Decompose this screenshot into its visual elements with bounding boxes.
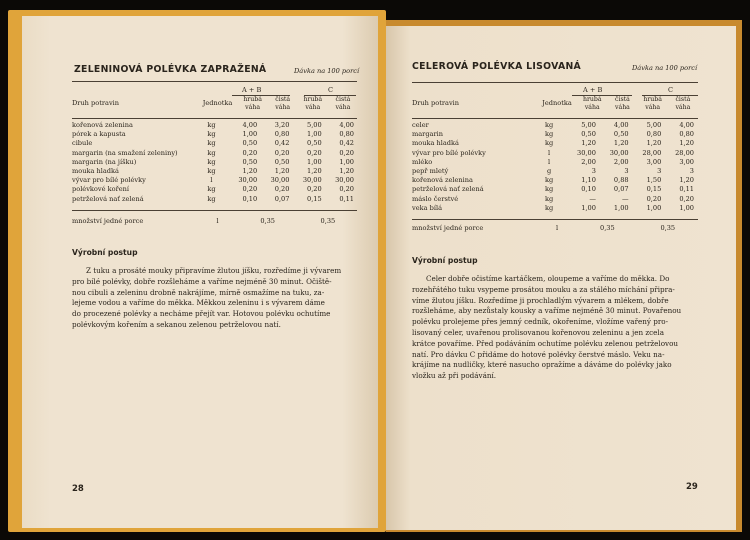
ingredient-name: margarin <box>412 130 443 139</box>
ab-net-weight: 0,07 <box>274 194 290 203</box>
ingredient-name: vývar pro bílé polévky <box>412 148 486 157</box>
ab-net-weight: 0,07 <box>613 185 629 194</box>
c-net-weight: 0,80 <box>679 130 694 139</box>
col-c-cista: čistá váha <box>335 96 351 111</box>
c-net-weight: 4,00 <box>339 121 354 129</box>
col-ab-hruba: hrubá váha <box>243 96 262 111</box>
ab-gross-weight: 1,20 <box>581 139 596 148</box>
ingredient-name: petrželová nať zelená <box>72 194 144 203</box>
portion-ab: 0,35 <box>600 224 615 232</box>
ingredient-name: margarin (na jíšku) <box>72 157 137 166</box>
ingredient-row <box>72 130 358 139</box>
c-net-weight: 0,80 <box>339 130 354 139</box>
portion-ab: 0,35 <box>260 217 275 225</box>
c-gross-weight: 1,00 <box>307 130 322 139</box>
portion-c: 0,35 <box>660 224 676 232</box>
ab-gross-weight: 5,00 <box>581 121 596 129</box>
ingredient-name: vývar pro bílé polévky <box>72 176 146 185</box>
ingredient-row <box>412 195 698 204</box>
ingredient-unit: l <box>210 176 213 185</box>
group-c-header: C <box>328 86 334 94</box>
ab-gross-weight: 0,10 <box>581 185 596 194</box>
c-gross-weight: 1,00 <box>307 157 322 166</box>
ingredients-header-table <box>72 96 358 112</box>
ingredient-name: kořenová zelenina <box>412 176 473 185</box>
ab-net-weight: 3,20 <box>274 121 290 129</box>
ab-net-weight: 0,42 <box>274 139 290 148</box>
ingredient-unit: kg <box>544 176 554 185</box>
ingredient-row <box>72 149 358 158</box>
c-net-weight: 1,00 <box>339 157 354 166</box>
col-ab-cista: čistá váha <box>275 96 291 111</box>
col-c-hruba: hrubá váha <box>303 96 323 111</box>
c-net-weight: 1,20 <box>339 167 354 176</box>
col-ab-hruba: hrubá váha <box>582 96 602 111</box>
c-net-weight: 28,00 <box>675 148 694 157</box>
ingredient-name: margarin (na smažení zeleniny) <box>72 148 178 157</box>
method-text: Z tuku a prosáté mouky připravíme žlutou jíšku, rozředíme ji vývarem pro bílé polévky, dobře rozšleháme a vaříme nejméně 30 minut. Očiště- nou cibuli a zeleninu drobně nakrájíme, mírně osmažíme na tuku, za- lejeme vodou a vaříme do měkka. Měkkou zeleninu i s vývarem dáme do procezené polévky a necháme přejít var. Hotovou polévku ochutíme polévkovým kořením a sekanou zelenou petrželovou natí. <box>72 266 342 329</box>
group-ab-header: A + B <box>242 86 262 94</box>
ingredient-row <box>412 185 698 194</box>
table-rule-header <box>72 118 357 119</box>
ingredient-unit: kg <box>207 139 216 148</box>
ingredient-unit: kg <box>207 130 216 139</box>
col-c-cista: čistá váha <box>675 96 691 111</box>
ingredient-unit: kg <box>207 148 216 157</box>
ingredient-unit: kg <box>207 194 216 203</box>
ingredient-row <box>72 158 358 167</box>
ab-net-weight: 1,00 <box>613 203 629 212</box>
ingredient-row <box>412 167 698 176</box>
ab-net-weight: 0,80 <box>274 130 290 139</box>
c-net-weight: 1,20 <box>679 176 694 185</box>
portion-note: Dávka na 100 porcí <box>294 67 360 75</box>
ab-net-weight: 30,00 <box>609 148 629 157</box>
ingredient-row <box>72 167 358 176</box>
page-left <box>22 16 378 528</box>
ingredient-unit: kg <box>207 185 216 194</box>
ab-gross-weight: 0,50 <box>242 157 258 166</box>
ab-net-weight: 3 <box>624 167 629 176</box>
portion-note: Dávka na 100 porcí <box>632 64 698 72</box>
ingredient-row <box>412 121 698 130</box>
ab-gross-weight: 0,20 <box>242 148 258 157</box>
c-gross-weight: 3 <box>657 167 662 176</box>
page-right <box>386 26 736 530</box>
c-net-weight: 0,20 <box>339 148 354 157</box>
portion-label: množství jedné porce <box>412 224 484 232</box>
ingredient-unit: kg <box>544 139 554 148</box>
c-gross-weight: 0,20 <box>307 148 322 157</box>
page-number: 29 <box>686 482 698 492</box>
ingredients-table <box>72 121 358 204</box>
ingredient-row <box>72 139 358 148</box>
ingredient-row <box>72 121 358 130</box>
ingredient-unit: kg <box>207 121 216 129</box>
ingredient-unit: kg <box>207 157 216 166</box>
ingredient-unit: kg <box>544 203 554 212</box>
c-net-weight: 3,00 <box>679 157 694 166</box>
c-net-weight: 0,11 <box>679 185 694 194</box>
method-title: Výrobní postup <box>72 248 138 257</box>
ab-gross-weight: 2,00 <box>581 157 596 166</box>
ab-net-weight: 0,20 <box>274 148 290 157</box>
table-rule-top <box>412 82 698 83</box>
c-net-weight: 4,00 <box>679 121 694 129</box>
ab-net-weight: 0,20 <box>274 185 290 194</box>
ingredient-row <box>412 139 698 148</box>
ingredient-unit: l <box>548 148 551 157</box>
ab-net-weight: 0,88 <box>613 176 629 185</box>
group-c-header: C <box>668 86 674 94</box>
ingredient-unit: kg <box>544 185 554 194</box>
ab-net-weight: — <box>622 194 629 203</box>
c-net-weight: 0,11 <box>339 194 354 203</box>
c-net-weight: 1,00 <box>679 203 694 212</box>
ingredient-name: máslo čerstvé <box>412 194 459 203</box>
c-net-weight: 1,20 <box>679 139 694 148</box>
c-gross-weight: 0,80 <box>646 130 662 139</box>
method-text: Celer dobře očistíme kartáčkem, oloupeme a vaříme do měkka. Do rozehřátého tuku vsypeme prosátou mouku a za stálého míchání připra- víme žlutou jíšku. Rozředíme ji prochladlým vývarem a mlékem, dobře rozšleháme, aby nezůstaly kousky a vaříme nejméně 30 minut. Povařenou polévku prolejeme přes jemný cedník, okořeníme, vložíme vařený pro- lisovaný celer, uvařenou prolisovanou kořenovou zeleninu a jen zcela krátce povaříme. Před podáváním ochutíme polévku zelenou petrželovou natí. Pro dávku C přidáme do hotové polévky čerstvé máslo. Veku na- krájíme na nudličky, které nasucho opražíme a dáváme do polévky jako vložku až při podávání. <box>412 274 682 381</box>
ab-net-weight: 1,20 <box>613 139 629 148</box>
c-gross-weight: 5,00 <box>307 121 322 129</box>
ab-net-weight: 2,00 <box>613 157 629 166</box>
col-ab-cista: čistá váha <box>615 96 630 111</box>
ab-gross-weight: 1,00 <box>242 130 258 139</box>
ingredient-name: petrželová nať zelená <box>412 185 484 194</box>
ab-gross-weight: 0,50 <box>581 130 596 139</box>
page-number: 28 <box>72 484 84 494</box>
table-rule-bottom <box>72 210 357 211</box>
ab-gross-weight: 0,50 <box>242 139 258 148</box>
c-gross-weight: 0,20 <box>307 185 322 194</box>
ingredient-row <box>72 185 358 194</box>
c-gross-weight: 1,50 <box>646 176 662 185</box>
ab-net-weight: 4,00 <box>613 121 629 129</box>
c-gross-weight: 3,00 <box>646 157 662 166</box>
ingredient-row <box>412 158 698 167</box>
ingredient-name: polévkové koření <box>72 185 129 194</box>
col-jednotka: Jednotka <box>202 99 233 108</box>
ab-gross-weight: 4,00 <box>242 121 258 129</box>
ingredient-name: veka bílá <box>412 203 443 212</box>
c-gross-weight: 5,00 <box>646 121 662 129</box>
recipe-title: CELEROVÁ POLÉVKA LISOVANÁ <box>412 61 582 72</box>
ab-gross-weight: 1,10 <box>581 176 596 185</box>
c-net-weight: 0,42 <box>339 139 354 148</box>
portion-label: množství jedné porce <box>72 217 144 225</box>
col-druh: Druh potravin <box>412 99 460 108</box>
ingredients-header-table <box>412 96 698 112</box>
ingredient-unit: kg <box>544 194 554 203</box>
ab-gross-weight: 1,20 <box>242 167 258 176</box>
ab-net-weight: 0,50 <box>274 157 290 166</box>
ingredients-table <box>412 121 698 213</box>
ingredient-name: celer <box>412 121 429 129</box>
ingredient-name: kořenová zelenina <box>72 121 133 129</box>
c-gross-weight: 28,00 <box>642 148 662 157</box>
table-rule-header <box>412 118 698 119</box>
col-druh: Druh potravin <box>72 99 120 108</box>
ingredient-unit: kg <box>207 167 216 176</box>
ingredient-name: cibule <box>72 139 93 148</box>
c-gross-weight: 0,15 <box>307 194 322 203</box>
method-title: Výrobní postup <box>412 256 478 265</box>
ab-gross-weight: 30,00 <box>238 176 258 185</box>
ingredient-name: mléko <box>412 157 433 166</box>
ab-gross-weight: 0,10 <box>242 194 258 203</box>
c-gross-weight: 1,00 <box>646 203 662 212</box>
ab-gross-weight: — <box>589 194 596 203</box>
ab-gross-weight: 30,00 <box>577 148 596 157</box>
col-jednotka: Jednotka <box>542 99 572 108</box>
ingredient-name: mouka hladká <box>412 139 459 148</box>
ingredient-row <box>412 149 698 158</box>
ingredient-row <box>412 204 698 213</box>
ab-net-weight: 1,20 <box>274 167 290 176</box>
ingredient-unit: g <box>546 167 552 176</box>
ingredient-row <box>72 195 358 204</box>
ab-net-weight: 0,50 <box>613 130 629 139</box>
recipe-title: ZELENINOVÁ POLÉVKA ZAPRAŽENÁ <box>74 64 267 75</box>
c-net-weight: 0,20 <box>339 185 354 194</box>
c-gross-weight: 1,20 <box>307 167 322 176</box>
portion-table <box>72 217 358 226</box>
ingredient-name: pórek a kapusta <box>72 130 126 139</box>
table-rule-top <box>72 81 357 82</box>
col-c-hruba: hrubá váha <box>643 96 662 111</box>
portion-unit: l <box>555 224 559 232</box>
ingredient-unit: kg <box>544 130 554 139</box>
ingredient-name: mouka hladká <box>72 167 119 176</box>
ab-net-weight: 30,00 <box>270 176 290 185</box>
portion-c: 0,35 <box>320 217 336 225</box>
portion-unit: l <box>216 217 219 225</box>
table-rule-bottom <box>412 219 698 220</box>
c-net-weight: 30,00 <box>335 176 354 185</box>
c-gross-weight: 0,15 <box>646 185 662 194</box>
group-ab-header: A + B <box>583 86 603 94</box>
ingredient-unit: kg <box>544 121 554 129</box>
ingredient-row <box>412 130 698 139</box>
c-net-weight: 0,20 <box>679 194 694 203</box>
c-gross-weight: 30,00 <box>302 176 322 185</box>
portion-table <box>412 224 698 233</box>
ab-gross-weight: 1,00 <box>581 203 596 212</box>
c-gross-weight: 1,20 <box>646 139 662 148</box>
ingredient-name: pepř mletý <box>412 167 449 176</box>
ab-gross-weight: 0,20 <box>242 185 258 194</box>
ingredient-unit: l <box>548 157 551 166</box>
ab-gross-weight: 3 <box>591 167 596 176</box>
c-net-weight: 3 <box>689 167 694 176</box>
c-gross-weight: 0,20 <box>646 194 662 203</box>
c-gross-weight: 0,50 <box>307 139 322 148</box>
ingredient-row <box>72 176 358 185</box>
